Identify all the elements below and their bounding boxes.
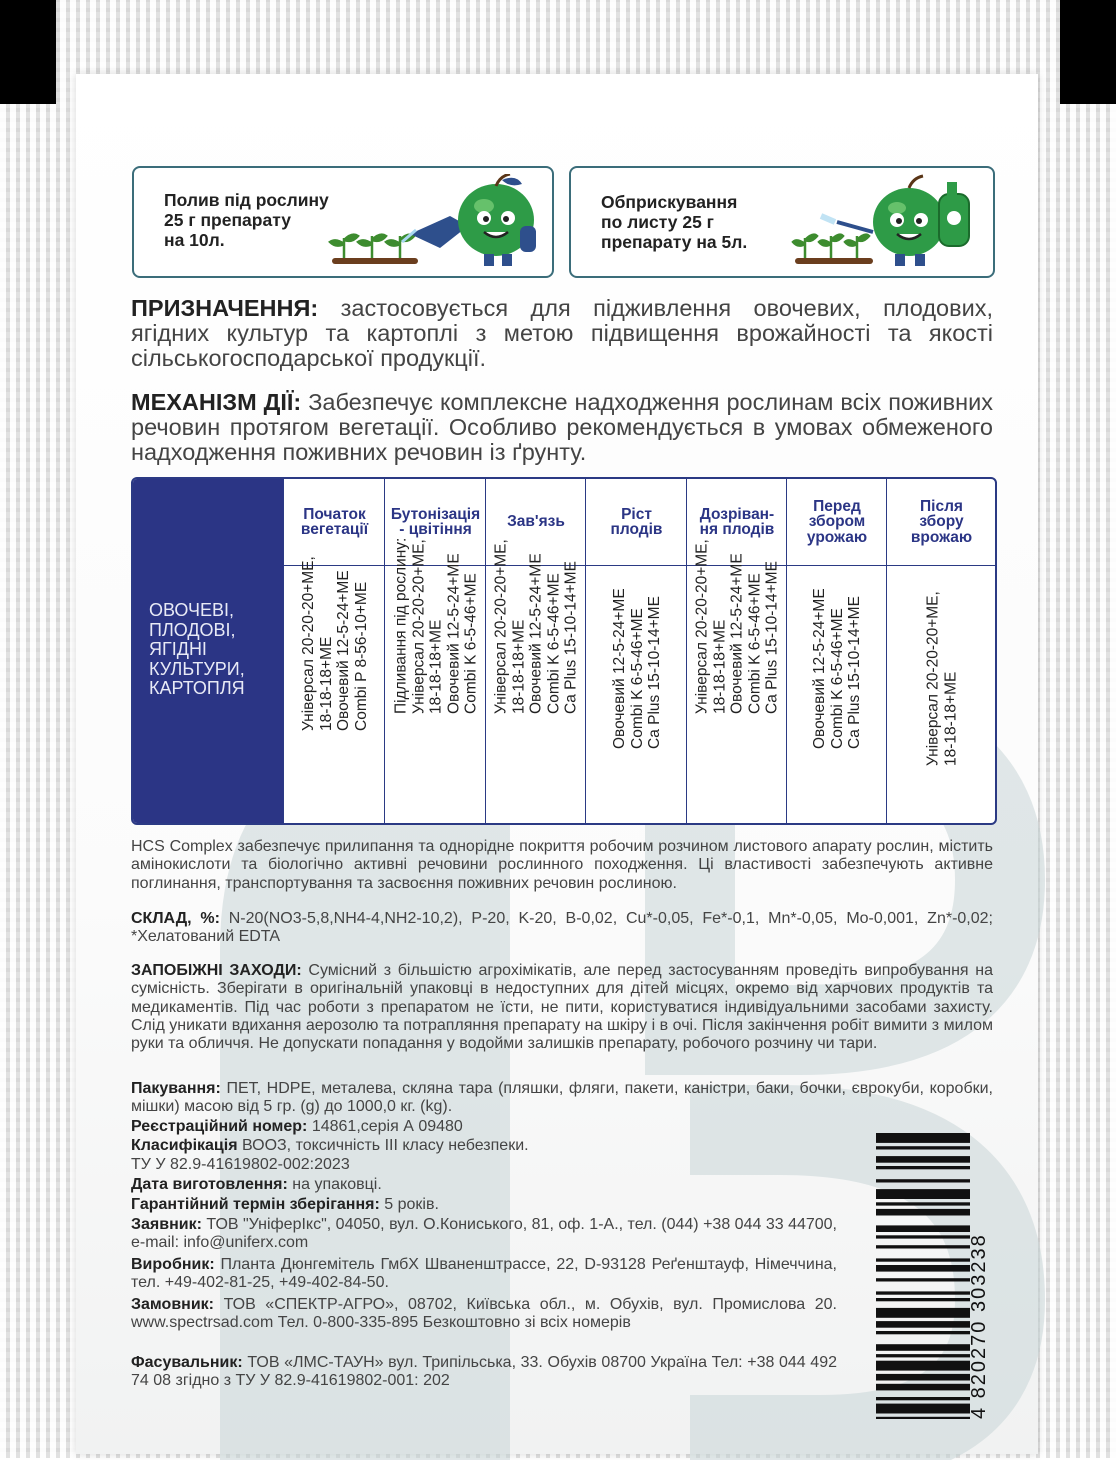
- composition-text: N-20(NO3-5,8,NH4-4,NH2-10,2), P-20, K-20, B-0,02, Cu*-0,05, Fe*-0,1, Mn*-0,05, Mo-0,001, Zn*-0,02; *Хелатований EDTA: [131, 910, 993, 946]
- precautions-text: Сумісний з більшістю агрохімікатів, але перед застосуванням проведіть випробування на сумісність. Зберігати в оригінальній упаковці в недоступних для дітей місцях, окремо від харчових продуктів та медикаментів. Під час роботи з препаратом не їсти, не пити, користуватися індивідуальними засобами захисту. Слід уникати вдихання аерозолю та потрапляння препарату на шкіру і в очі. Після закінчення робіт вимити з милом руки та обличчя. Не допускати попадання у водойми залишків препарату, робочого розчину чи тари.: [131, 962, 993, 1053]
- packaging-label: Пакування:: [131, 1080, 221, 1097]
- classification-line: [131, 1137, 851, 1155]
- packaging-paragraph: [131, 1080, 993, 1117]
- classification-text: ВООЗ, токсичність ІІІ класу небезпеки.: [237, 1137, 529, 1154]
- registration-text: 14861,серія А 09480: [307, 1118, 463, 1135]
- stage-products-cell: [687, 538, 787, 823]
- barcode-number: 4 820270 303238: [968, 1233, 990, 1419]
- precautions-paragraph: [131, 962, 993, 1053]
- mechanism-text: Забезпечує комплексне надходження рослинам всіх поживних речовин протягом вегетації. Особливо рекомендується в умовах обмеженого надходження поживних речовин із ґрунту.: [131, 389, 993, 465]
- composition-label: СКЛАД, %:: [131, 910, 220, 927]
- applicant-paragraph: [131, 1216, 837, 1253]
- stage-column: [886, 479, 996, 823]
- applicant-text: ТОВ "УніферІкс", 04050, вул. О.Кониського, 81, оф. 1-А., тел. (044) +38 044 33 44700, e-mail: info@uniferx.com: [131, 1216, 837, 1252]
- stage-products-cell: [787, 567, 887, 823]
- manufacturer-paragraph: [131, 1256, 837, 1293]
- stage-products-cell: [385, 537, 486, 823]
- precautions-label: ЗАПОБІЖНІ ЗАХОДИ:: [131, 962, 302, 979]
- crop-row-header: [133, 479, 283, 823]
- customer-text: ТОВ «СПЕКТР-АГРО», 08702, Київська обл., м. Обухів, вул. Промислова 20. www.spectrsad.com Тел. 0-800-335-895 Безкоштовно зі всіх номерів: [131, 1296, 837, 1332]
- shelf-life-label: Гарантійний термін зберігання:: [131, 1196, 380, 1213]
- crop-row-label: ОВОЧЕВІ, ПЛОДОВІ, ЯГІДНІ КУЛЬТУРИ, КАРТОПЛЯ: [149, 600, 245, 698]
- packer-text: ТОВ «ЛМС-ТАУН» вул. Трипільська, 33. Обухів 08700 Україна Тел: +38 044 492 74 08 згідно з ТУ У 82.9-41619802-001: 202: [131, 1354, 837, 1390]
- manufacturer-label: Виробник:: [131, 1256, 215, 1273]
- manufacturer-text: Планта Дюнгемітель ГмбХ Шваненштрассе, 22, D-93128 Реґенштауф, Німеччина, тел. +49-402-81-25, +49-402-84-50.: [131, 1256, 837, 1292]
- stage-header: Бутонізація - цвітіння: [385, 479, 486, 566]
- classification-label: Класифікація: [131, 1137, 238, 1154]
- composition-paragraph: [131, 910, 993, 947]
- stage-header: Перед збором урожаю: [787, 479, 887, 566]
- stage-products-cell: [486, 538, 586, 823]
- stage-products-text: Овочевий 12-5-24+МЕ Combi K 6-5-46+МЕ Ca Plus 15-10-14+МЕ: [810, 587, 863, 749]
- packaging-text: ПЕТ, HDPE, металева, скляна тара (пляшки, фляги, пакети, каністри, баки, бочки, єврокуби, коробки, мішки) масою від 5 гр. (g) до 1000,0 кг. (kg).: [131, 1080, 993, 1116]
- stage-column: [786, 479, 887, 823]
- mechanism-label: МЕХАНІЗМ ДІЇ:: [131, 389, 302, 415]
- package-corner-right: [1060, 0, 1116, 104]
- stage-header: Ріст плодів: [586, 479, 687, 566]
- stage-header: Зав'язь: [486, 479, 586, 566]
- stage-column: [283, 479, 385, 823]
- shelf-life-text: 5 років.: [379, 1196, 439, 1213]
- tu-line: ТУ У 82.9-41619802-002:2023: [131, 1156, 350, 1173]
- package-corner-left: [0, 0, 56, 104]
- manufacture-date-label: Дата виготовлення:: [131, 1176, 288, 1193]
- watering-method-box: [132, 166, 554, 278]
- stage-products-text: Універсал 20-20-20+МЕ, 18-18-18+МЕ Овочевий 12-5-24+МЕ Combi K 6-5-46+МЕ Ca Plus 15-10-14+МЕ: [492, 538, 580, 714]
- hcs-complex-text: HCS Complex забезпечує прилипання та однорідне покриття робочим розчином листового апарату рослин, містить амінокислоти та біологічно активні речовини рослинного походження. Ці властивості забезпечують активне поглинання, транспортування та засвоєння поживних речовин рослиною.: [131, 838, 993, 892]
- barcode: [876, 1133, 970, 1419]
- stage-header: Дозріван- ня плодів: [687, 479, 787, 566]
- stage-products-cell: [887, 567, 996, 823]
- packer-label: Фасувальник:: [131, 1354, 243, 1371]
- registration-line: [131, 1118, 851, 1136]
- shelf-life-line: [131, 1196, 851, 1214]
- applicant-label: Заявник:: [131, 1216, 202, 1233]
- customer-label: Замовник:: [131, 1296, 214, 1313]
- stage-products-text: Універсал 20-20-20+МЕ, 18-18-18+МЕ Овочевий 12-5-24+МЕ Combi P 8-56-10+МЕ: [299, 556, 369, 731]
- stage-column: [585, 479, 687, 823]
- manufacture-date-text: на упаковці.: [287, 1176, 382, 1193]
- purpose-text: застосовується для підживлення овочевих, плодових, ягідних культур та картоплі з метою підвищення врожайності та якості сільськогосподарської продукції.: [131, 295, 993, 371]
- stage-products-text: Овочевий 12-5-24+МЕ Combi K 6-5-46+МЕ Ca Plus 15-10-14+МЕ: [610, 587, 663, 749]
- stage-products-text: Підливання під рослину: Універсал 20-20-20+МЕ, 18-18-18+МЕ Овочевий 12-5-24+МЕ Combi K 6-5-46+МЕ: [391, 537, 479, 714]
- customer-paragraph: [131, 1296, 837, 1333]
- stage-products-text: Універсал 20-20-20+МЕ, 18-18-18+МЕ Овочевий 12-5-24+МЕ Combi K 6-5-46+МЕ Ca Plus 15-10-14+МЕ: [693, 538, 781, 714]
- stage-products-cell: [284, 556, 385, 823]
- packer-paragraph: [131, 1354, 837, 1391]
- stage-column: [686, 479, 787, 823]
- spraying-instructions: Обприскування по листу 25 г препарату на 5л.: [601, 192, 748, 252]
- spraying-method-box: [569, 166, 995, 278]
- stage-products-text: Універсал 20-20-20+МЕ, 18-18-18+МЕ: [924, 591, 959, 766]
- spraying-apple-mascot-icon: [791, 172, 991, 272]
- watering-apple-mascot-icon: [324, 174, 554, 272]
- purpose-label: ПРИЗНАЧЕННЯ:: [131, 295, 319, 321]
- manufacture-date-line: [131, 1176, 851, 1194]
- registration-label: Реєстраційний номер:: [131, 1118, 308, 1135]
- mechanism-paragraph: [131, 390, 993, 465]
- stage-column: [384, 479, 486, 823]
- watering-instructions: Полив під рослину 25 г препарату на 10л.: [164, 190, 329, 250]
- application-schedule-table: [131, 477, 997, 825]
- stage-column: [485, 479, 586, 823]
- stage-header: Після збору врожаю: [887, 479, 996, 566]
- stage-header: Початок вегетації: [284, 479, 385, 566]
- stage-products-cell: [586, 567, 687, 823]
- purpose-paragraph: [131, 296, 993, 371]
